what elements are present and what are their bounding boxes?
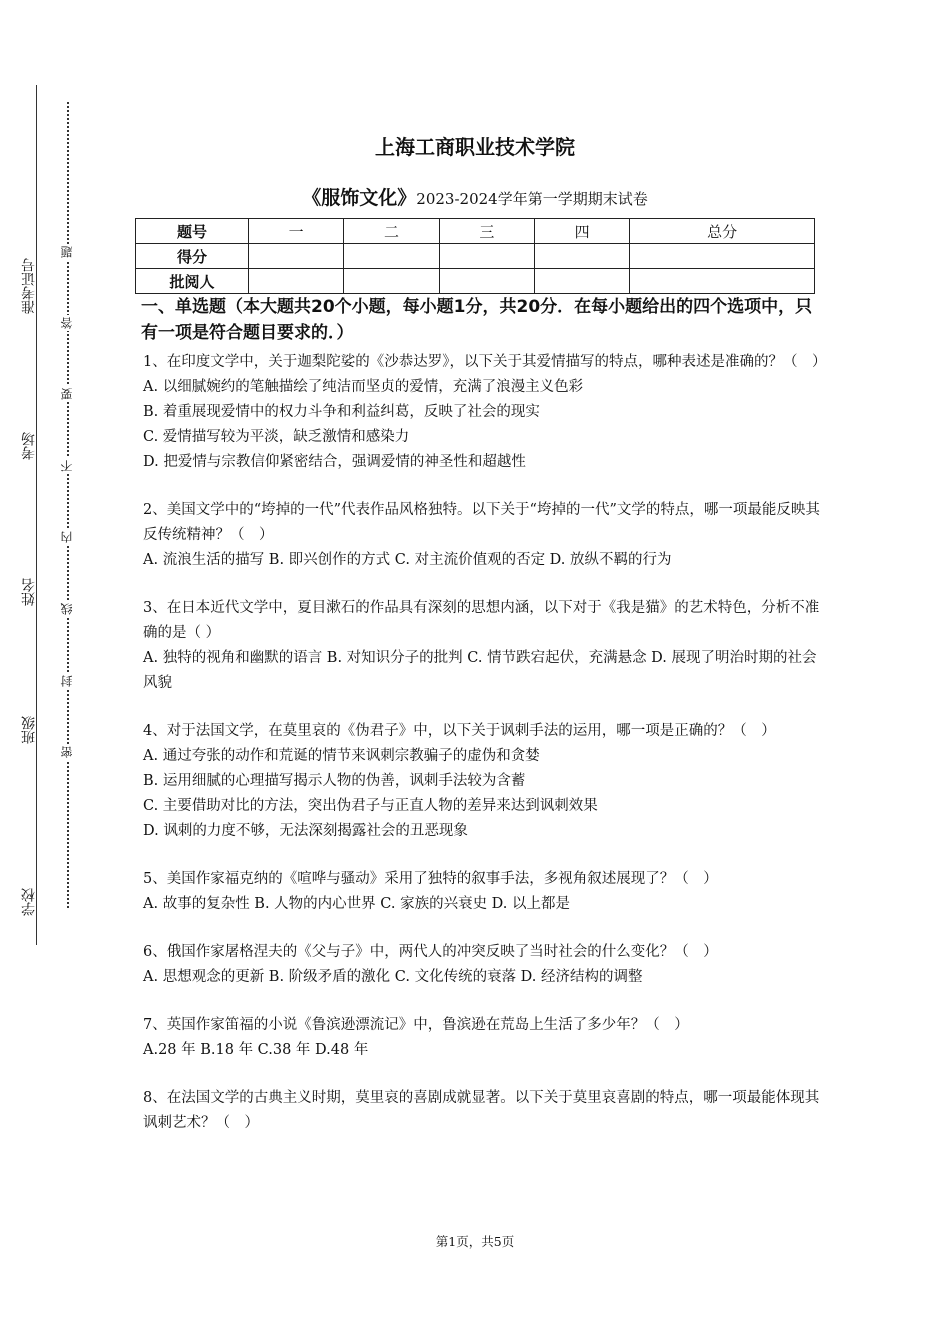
question-5: [143, 867, 823, 917]
header-cell: 总分: [630, 219, 815, 244]
header-cell: 一: [249, 219, 344, 244]
question-stem: 5、美国作家福克纳的《喧哗与骚动》采用了独特的叙事手法，多视角叙述展现了？（ ）: [143, 871, 718, 887]
grader-cell: [249, 269, 344, 294]
school-title: 上海工商职业技术学院: [375, 135, 575, 159]
grader-row: [136, 269, 815, 294]
question-stem: 6、俄国作家屠格涅夫的《父与子》中，两代人的冲突反映了当时社会的什么变化？（ ）: [143, 944, 718, 960]
exam-id-field: 准考证号: [21, 258, 37, 314]
school-field: 学校: [21, 888, 37, 916]
header-cell: 题号: [136, 219, 249, 244]
score-row: [136, 244, 815, 269]
class-field: 班级: [21, 716, 37, 744]
question-8: [143, 1086, 823, 1136]
name-field: 姓名: [21, 578, 37, 606]
header-cell: 二: [344, 219, 439, 244]
score-cell: [344, 244, 439, 269]
section-heading: 一、单选题（本大题共20个小题，每小题1分，共20分．在每小题给出的四个选项中，只有一项是符合题目要求的．）: [141, 297, 813, 343]
exam-subtitle: [0, 183, 950, 210]
score-cell: [439, 244, 534, 269]
question-3: [143, 596, 823, 696]
grader-cell: [534, 269, 629, 294]
score-table: [135, 218, 815, 294]
seal-char: 不: [60, 460, 74, 472]
option-b: B. 着重展现爱情中的权力斗争和利益纠葛，反映了社会的现实: [143, 404, 540, 420]
option-b: B. 运用细腻的心理描写揭示人物的伪善，讽刺手法较为含蓄: [143, 773, 526, 789]
question-6: [143, 940, 823, 990]
option-a: A. 通过夸张的动作和荒诞的情节来讽刺宗教骗子的虚伪和贪婪: [143, 748, 540, 764]
question-4: [143, 719, 823, 844]
question-stem: 4、对于法国文学，在莫里哀的《伪君子》中，以下关于讽刺手法的运用，哪一项是正确的？（ ）: [143, 723, 776, 739]
question-stem: 7、英国作家笛福的小说《鲁滨逊漂流记》中，鲁滨逊在荒岛上生活了多少年？（ ）: [143, 1017, 689, 1033]
seal-char: 内: [60, 531, 74, 543]
question-7: [143, 1013, 823, 1063]
row-label: 批阅人: [136, 269, 249, 294]
grader-cell: [344, 269, 439, 294]
exam-room-field: 考场: [21, 432, 37, 460]
seal-dotted-line: [67, 102, 69, 908]
option-a: A. 以细腻婉约的笔触描绘了纯洁而坚贞的爱情，充满了浪漫主义色彩: [143, 379, 584, 395]
score-cell: [630, 244, 815, 269]
question-options: A. 流浪生活的描写 B. 即兴创作的方式 C. 对主流价值观的否定 D. 放纵不羁的行为: [143, 552, 672, 568]
option-c: C. 主要借助对比的方法，突出伪君子与正直人物的差异来达到讽刺效果: [143, 798, 598, 814]
term-label: 2023-2024学年第一学期期末试卷: [416, 190, 648, 208]
option-c: C. 爱情描写较为平淡，缺乏激情和感染力: [143, 429, 410, 445]
header-cell: 四: [534, 219, 629, 244]
seal-char: 答: [60, 317, 74, 329]
grader-cell: [439, 269, 534, 294]
question-options: A.28 年 B.18 年 C.38 年 D.48 年: [143, 1042, 369, 1058]
question-options: A. 独特的视角和幽默的语言 B. 对知识分子的批判 C. 情节跌宕起伏，充满悬念 D. 展现了明治时期的社会风貌: [143, 650, 817, 691]
question-stem: 1、在印度文学中，关于迦梨陀娑的《沙恭达罗》，以下关于其爱情描写的特点，哪种表述是准确的？（ ）: [143, 354, 827, 370]
seal-char: 密: [60, 746, 74, 758]
seal-char: 题: [60, 246, 74, 258]
score-table-header: [136, 219, 815, 244]
option-d: D. 讽刺的力度不够，无法深刻揭露社会的丑恶现象: [143, 823, 468, 839]
question-options: A. 思想观念的更新 B. 阶级矛盾的激化 C. 文化传统的衰落 D. 经济结构的调整: [143, 969, 643, 985]
grader-cell: [630, 269, 815, 294]
question-stem: 2、美国文学中的“垮掉的一代”代表作品风格独特。以下关于“垮掉的一代”文学的特点，哪一项最能反映其反传统精神？（ ）: [143, 502, 820, 543]
seal-char: 封: [60, 675, 74, 687]
seal-char: 要: [60, 388, 74, 400]
header-cell: 三: [439, 219, 534, 244]
seal-char: 线: [60, 603, 74, 615]
binding-line: [36, 85, 37, 945]
page-number: 第1页，共5页: [435, 1234, 515, 1249]
course-name: 《服饰文化》: [302, 187, 417, 209]
question-stem: 3、在日本近代文学中，夏目漱石的作品具有深刻的思想内涵，以下对于《我是猫》的艺术特色，分析不准确的是（ ）: [143, 600, 820, 641]
score-cell: [249, 244, 344, 269]
question-2: [143, 498, 823, 573]
question-1: [143, 350, 827, 475]
row-label: 得分: [136, 244, 249, 269]
question-options: A. 故事的复杂性 B. 人物的内心世界 C. 家族的兴衰史 D. 以上都是: [143, 896, 571, 912]
question-stem: 8、在法国文学的古典主义时期，莫里哀的喜剧成就显著。以下关于莫里哀喜剧的特点，哪一项最能体现其讽刺艺术？（ ）: [143, 1090, 820, 1131]
option-d: D. 把爱情与宗教信仰紧密结合，强调爱情的神圣性和超越性: [143, 454, 526, 470]
exam-content: [141, 294, 827, 1159]
score-cell: [534, 244, 629, 269]
